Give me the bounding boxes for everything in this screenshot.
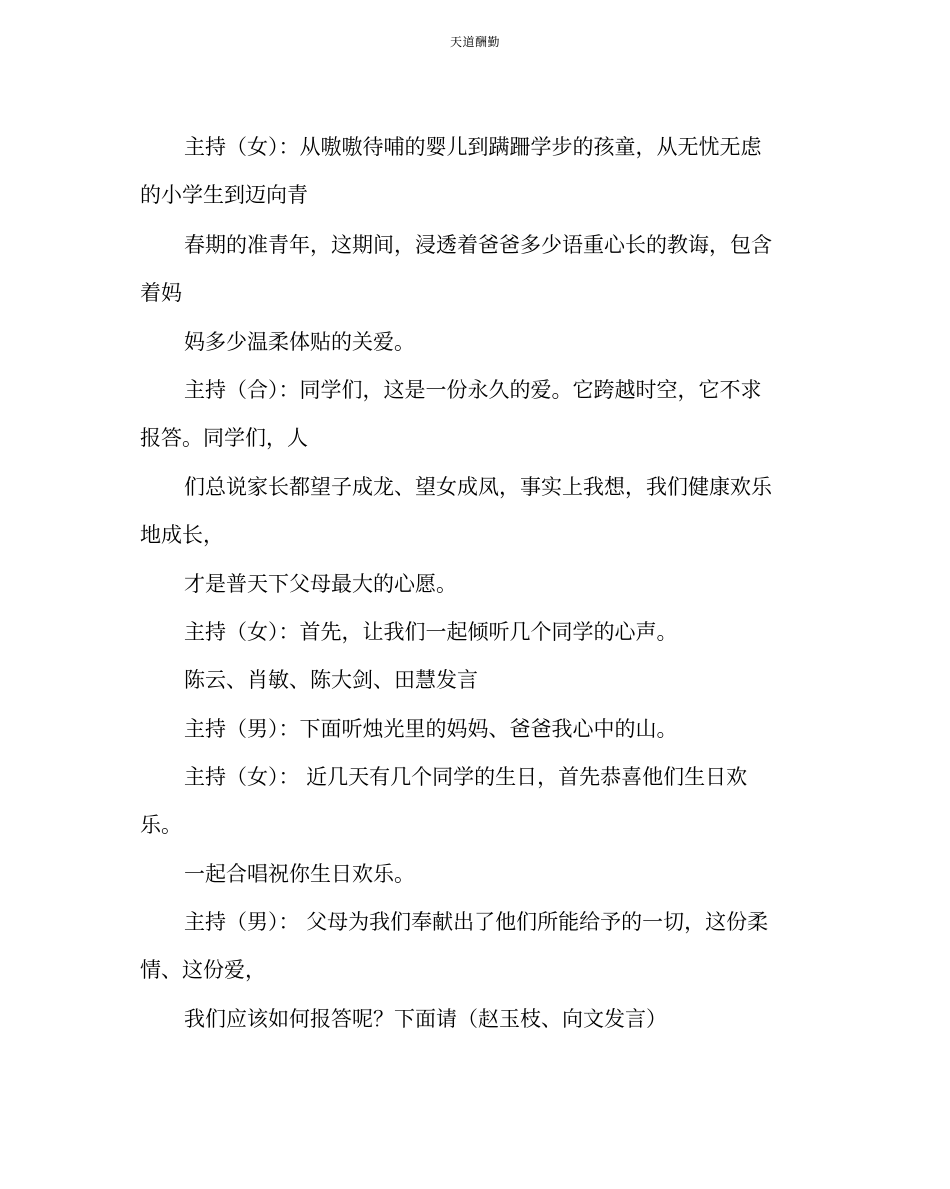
text-line: 一起合唱祝你生日欢乐。 <box>184 862 415 886</box>
text-line: 主持（女）：从嗷嗷待哺的婴儿到蹒跚学步的孩童，从无忧无虑 <box>184 135 762 159</box>
page-header: 天道酬勤 <box>449 35 500 49</box>
text-line: 主持（合）：同学们，这是一份永久的爱。它跨越时空，它不求 <box>184 378 762 402</box>
text-line: 地成长， <box>140 523 224 547</box>
text-line: 才是普天下父母最大的心愿。 <box>184 572 457 596</box>
text-line: 的小学生到迈向青 <box>140 183 308 207</box>
text-line: 春期的准青年，这期间，浸透着爸爸多少语重心长的教诲，包含 <box>184 233 772 257</box>
text-line: 们总说家长都望子成龙、望女成凤，事实上我想，我们健康欢乐 <box>184 475 772 499</box>
text-line: 主持（女）：首先，让我们一起倾听几个同学的心声。 <box>184 620 678 644</box>
text-line: 主持（男）： 父母为我们奉献出了他们所能给予的一切，这份柔 <box>184 910 769 934</box>
text-line: 主持（女）： 近几天有几个同学的生日，首先恭喜他们生日欢 <box>184 765 748 789</box>
text-line: 妈多少温柔体贴的关爱。 <box>184 330 415 354</box>
text-line: 主持（男）：下面听烛光里的妈妈、爸爸我心中的山。 <box>184 717 678 741</box>
text-line: 着妈 <box>140 281 182 305</box>
text-line: 陈云、肖敏、陈大剑、田慧发言 <box>184 668 478 692</box>
text-line: 乐。 <box>140 813 182 837</box>
text-line: 情、这份爱， <box>140 958 266 982</box>
text-line: 报答。同学们，人 <box>140 426 308 450</box>
text-line: 我们应该如何报答呢？下面请（赵玉枝、向文发言） <box>184 1007 667 1031</box>
